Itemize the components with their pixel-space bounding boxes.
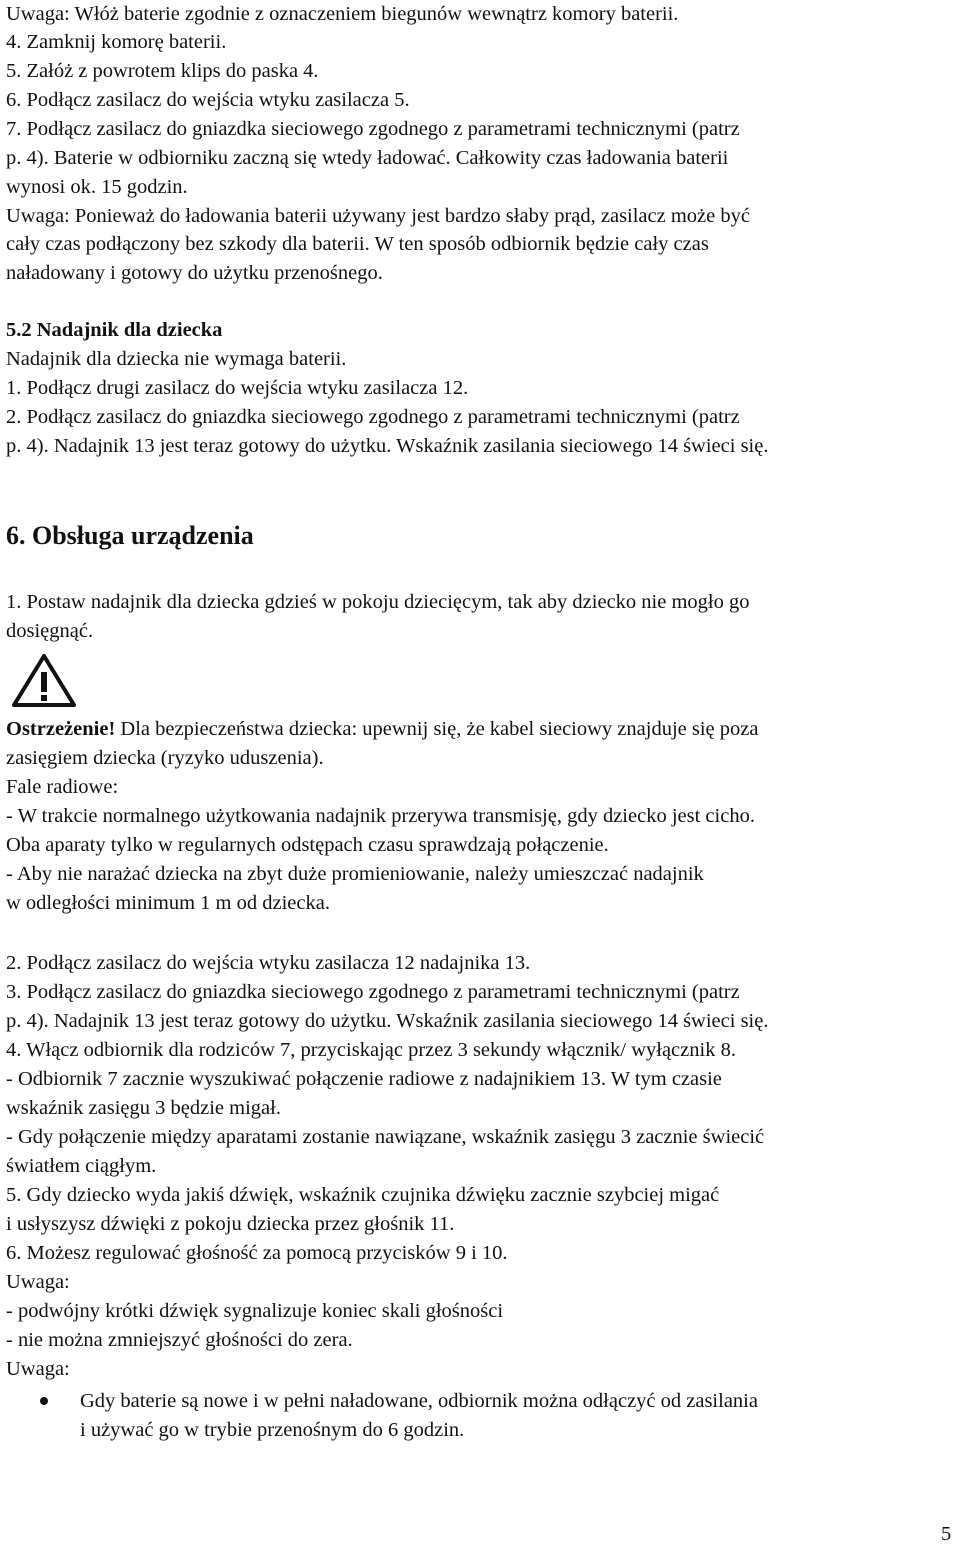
text-line: wskaźnik zasięgu 3 będzie migał.	[6, 1097, 281, 1119]
text-line: p. 4). Nadajnik 13 jest teraz gotowy do użytku. Wskaźnik zasilania sieciowego 14 świeci się.	[6, 1010, 769, 1032]
text-line: - W trakcie normalnego użytkowania nadajnik przerywa transmisję, gdy dziecko jest cicho.	[6, 805, 755, 827]
text-line: 5. Załóż z powrotem klips do paska 4.	[6, 60, 319, 82]
text-line: 4. Zamknij komorę baterii.	[6, 31, 227, 53]
subheading-radio-waves: Fale radiowe:	[6, 776, 119, 798]
text-line: Nadajnik dla dziecka nie wymaga baterii.	[6, 348, 347, 370]
text-line: - Gdy połączenie między aparatami zostanie nawiązane, wskaźnik zasięgu 3 zacznie świecić	[6, 1126, 765, 1148]
text-line: zasięgiem dziecka (ryzyko uduszenia).	[6, 747, 324, 769]
text-line: p. 4). Nadajnik 13 jest teraz gotowy do użytku. Wskaźnik zasilania sieciowego 14 świeci się.	[6, 435, 769, 457]
text-line: 1. Postaw nadajnik dla dziecka gdzieś w pokoju dziecięcym, tak aby dziecko nie mogło go	[6, 591, 750, 613]
bullet-icon	[40, 1397, 48, 1405]
text-line: 2. Podłącz zasilacz do gniazdka sieciowego zgodnego z parametrami technicznymi (patrz	[6, 406, 740, 428]
text-line: Oba aparaty tylko w regularnych odstępach czasu sprawdzają połączenie.	[6, 834, 609, 856]
text-line: - Odbiornik 7 zacznie wyszukiwać połączenie radiowe z nadajnikiem 13. W tym czasie	[6, 1068, 722, 1090]
warning-text: Dla bezpieczeństwa dziecka: upewnij się, że kabel sieciowy znajduje się poza	[115, 718, 759, 740]
page-number: 5	[941, 1523, 952, 1545]
text-line: 4. Włącz odbiornik dla rodziców 7, przyciskając przez 3 sekundy włącznik/ wyłącznik 8.	[6, 1039, 736, 1061]
text-line: cały czas podłączony bez szkody dla baterii. W ten sposób odbiornik będzie cały czas	[6, 233, 709, 255]
text-line: p. 4). Baterie w odbiorniku zaczną się wtedy ładować. Całkowity czas ładowania baterii	[6, 147, 729, 169]
note-label: Uwaga:	[6, 1358, 70, 1380]
text-line: 6. Podłącz zasilacz do wejścia wtyku zasilacza 5.	[6, 89, 410, 111]
bullet-item-text: Gdy baterie są nowe i w pełni naładowane, odbiornik można odłączyć od zasilania	[80, 1390, 758, 1412]
text-line: światłem ciągłym.	[6, 1155, 157, 1177]
bullet-item-text: i używać go w trybie przenośnym do 6 godzin.	[80, 1419, 465, 1441]
section-heading-6: 6. Obsługa urządzenia	[6, 521, 254, 550]
text-line: 3. Podłącz zasilacz do gniazdka sieciowego zgodnego z parametrami technicznymi (patrz	[6, 981, 740, 1003]
note-label: Uwaga:	[6, 1271, 70, 1293]
text-line: 2. Podłącz zasilacz do wejścia wtyku zasilacza 12 nadajnika 13.	[6, 952, 531, 974]
text-line: Uwaga: Ponieważ do ładowania baterii używany jest bardzo słaby prąd, zasilacz może być	[6, 205, 750, 227]
section-heading-5-2: 5.2 Nadajnik dla dziecka	[6, 319, 223, 341]
warning-triangle-icon	[11, 652, 77, 708]
text-line: 7. Podłącz zasilacz do gniazdka sieciowego zgodnego z parametrami technicznymi (patrz	[6, 118, 740, 140]
text-line: dosięgnąć.	[6, 620, 94, 642]
text-line: 5. Gdy dziecko wyda jakiś dźwięk, wskaźnik czujnika dźwięku zacznie szybciej migać	[6, 1184, 720, 1206]
text-line: 1. Podłącz drugi zasilacz do wejścia wtyku zasilacza 12.	[6, 377, 469, 399]
text-line: 6. Możesz regulować głośność za pomocą przycisków 9 i 10.	[6, 1242, 508, 1264]
text-line	[6, 715, 758, 744]
text-line: i usłyszysz dźwięki z pokoju dziecka przez głośnik 11.	[6, 1213, 455, 1235]
text-line: wynosi ok. 15 godzin.	[6, 176, 188, 198]
text-line: naładowany i gotowy do użytku przenośnego.	[6, 262, 383, 284]
warning-label: Ostrzeżenie!	[6, 718, 116, 740]
text-line: w odległości minimum 1 m od dziecka.	[6, 892, 330, 914]
text-line: Uwaga: Włóż baterie zgodnie z oznaczeniem biegunów wewnątrz komory baterii.	[6, 3, 679, 25]
text-line: - nie można zmniejszyć głośności do zera.	[6, 1329, 353, 1351]
text-line: - Aby nie narażać dziecka na zbyt duże promieniowanie, należy umieszczać nadajnik	[6, 863, 704, 885]
text-line: - podwójny krótki dźwięk sygnalizuje koniec skali głośności	[6, 1300, 504, 1322]
